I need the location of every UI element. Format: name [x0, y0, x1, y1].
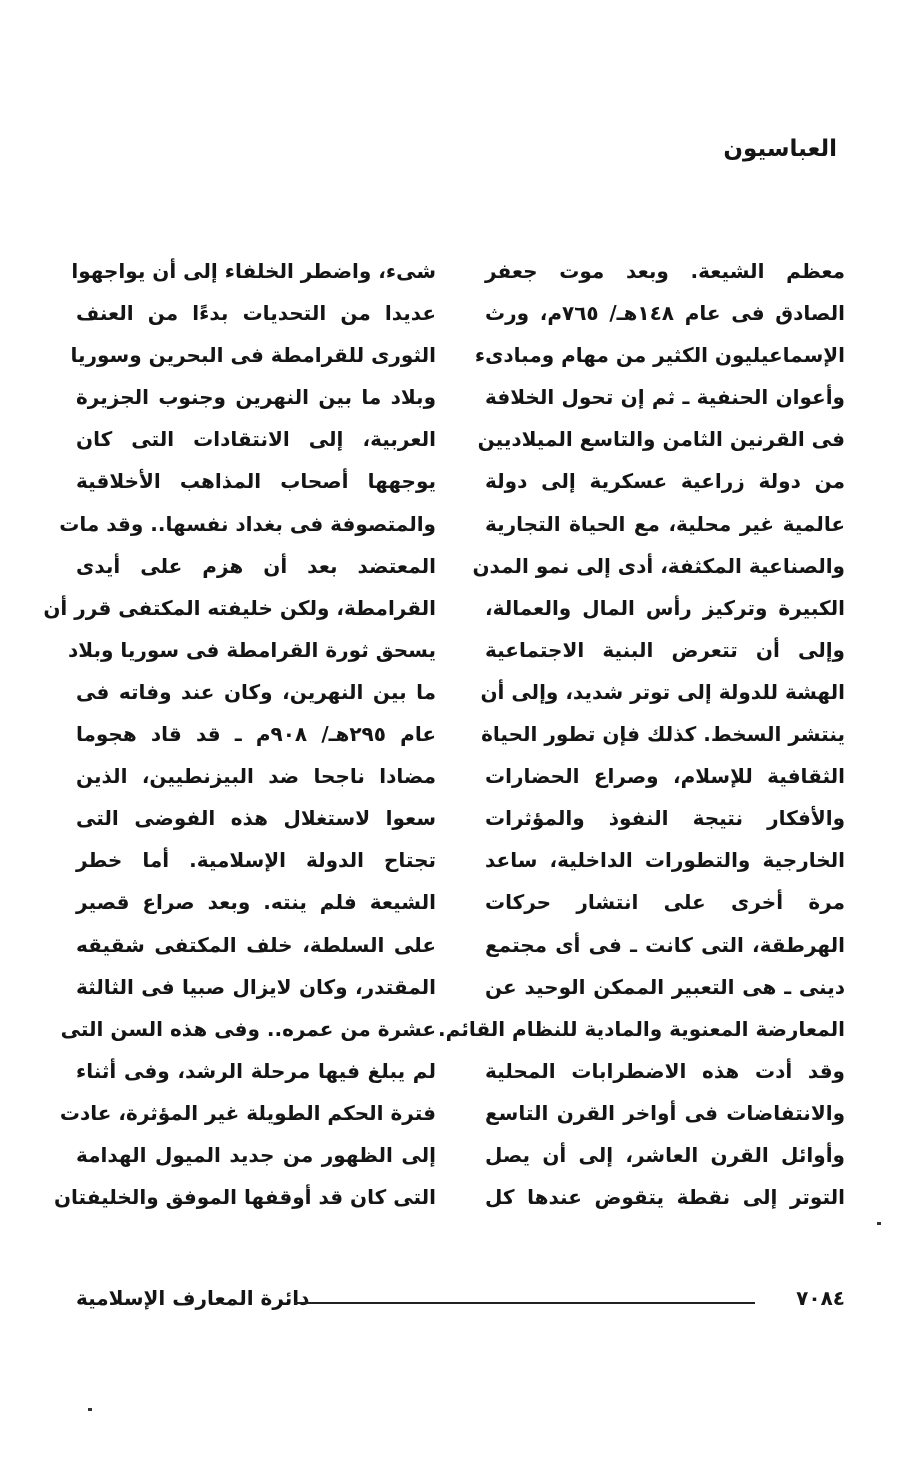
text-line: مضادا ناجحا ضد البيزنطيين، الذين: [76, 764, 436, 789]
text-line: الخارجية والتطورات الداخلية، ساعد: [485, 848, 845, 873]
text-line: لم يبلغ فيها مرحلة الرشد، وفى أثناء: [76, 1058, 436, 1083]
text-line: دينى ـ هى التعبير الممكن الوحيد عن: [485, 974, 845, 999]
text-line: شىء، واضطر الخلفاء إلى أن يواجهوا: [71, 259, 436, 283]
text-line: إلى الظهور من جديد الميول الهدامة: [76, 1142, 436, 1167]
running-header: العباسيون: [723, 136, 837, 162]
text-line: القرامطة، ولكن خليفته المكتفى قرر أن: [43, 595, 436, 620]
text-line: والصناعية المكثفة، أدى إلى نمو المدن: [472, 553, 845, 578]
text-line: والانتفاضات فى أواخر القرن التاسع: [485, 1100, 845, 1125]
margin-speck: [88, 1408, 92, 1411]
text-line: عشرة من عمره.. وفى هذه السن التى: [60, 1016, 436, 1041]
text-column-right: [438, 250, 845, 1218]
text-line: تجتاح الدولة الإسلامية. أما خطر: [76, 848, 436, 873]
page-footer: [76, 1286, 845, 1320]
text-line: العربية، إلى الانتقادات التى كان: [76, 427, 436, 452]
text-line: المعتضد بعد أن هزم على أيدى: [76, 553, 436, 578]
text-line: والأفكار نتيجة النفوذ والمؤثرات: [485, 806, 845, 831]
text-line: الثقافية للإسلام، وصراع الحضارات: [485, 764, 845, 789]
text-line: على السلطة، خلف المكتفى شقيقه: [76, 932, 436, 957]
text-line: التى كان قد أوقفها الموفق والخليفتان: [53, 1185, 436, 1210]
text-line: فترة الحكم الطويلة غير المؤثرة، عادت: [59, 1100, 436, 1125]
text-line: المعارضة المعنوية والمادية للنظام القائم.: [438, 1016, 845, 1041]
text-line: من دولة زراعية عسكرية إلى دولة: [485, 469, 845, 494]
text-line: الإسماعيليون الكثير من مهام ومبادىء: [474, 343, 845, 368]
text-line: والمتصوفة فى بغداد نفسها.. وقد مات: [59, 511, 436, 536]
text-line: التوتر إلى نقطة يتقوض عندها كل: [485, 1185, 845, 1210]
text-line: مرة أخرى على انتشار حركات: [485, 890, 845, 915]
text-line: عالمية غير محلية، مع الحياة التجارية: [485, 511, 845, 536]
journal-title: دائرة المعارف الإسلامية: [76, 1286, 310, 1310]
text-line: الكبيرة وتركيز رأس المال والعمالة،: [485, 595, 845, 620]
text-line: يسحق ثورة القرامطة فى سوريا وبلاد: [68, 637, 436, 662]
text-line: الشيعة فلم ينته. وبعد صراع قصير: [76, 890, 436, 915]
text-line: عديدا من التحديات بدءًا من العنف: [76, 301, 436, 326]
text-line: ينتشر السخط. كذلك فإن تطور الحياة: [481, 722, 845, 747]
text-line: وقد أدت هذه الاضطرابات المحلية: [485, 1058, 845, 1083]
text-line: ما بين النهرين، وكان عند وفاته فى: [76, 679, 436, 704]
text-line: عام ٢٩٥هـ/ ٩٠٨م ـ قد قاد هجوما: [76, 722, 436, 747]
text-column-left: [43, 250, 436, 1218]
text-line: وإلى أن تتعرض البنية الاجتماعية: [485, 637, 845, 662]
text-line: الصادق فى عام ١٤٨هـ/ ٧٦٥م، ورث: [485, 301, 845, 326]
page-number: ٧٠٨٤: [796, 1286, 845, 1310]
text-line: سعوا لاستغلال هذه الفوضى التى: [76, 806, 436, 831]
text-line: معظم الشيعة. وبعد موت جعفر: [485, 259, 845, 283]
text-line: المقتدر، وكان لايزال صبيا فى الثالثة: [76, 974, 436, 999]
text-line: وأعوان الحنفية ـ ثم إن تحول الخلافة: [485, 385, 845, 410]
text-line: الهشة للدولة إلى توتر شديد، وإلى أن: [480, 679, 845, 704]
text-line: وأوائل القرن العاشر، إلى أن يصل: [485, 1142, 845, 1167]
text-line: الهرطقة، التى كانت ـ فى أى مجتمع: [485, 932, 845, 957]
text-line: الثورى للقرامطة فى البحرين وسوريا: [70, 343, 436, 368]
text-line: فى القرنين الثامن والتاسع الميلاديين: [477, 427, 845, 452]
footer-rule: [294, 1302, 755, 1304]
margin-speck: [877, 1222, 881, 1225]
text-line: يوجهها أصحاب المذاهب الأخلاقية: [76, 469, 436, 494]
text-line: وبلاد ما بين النهرين وجنوب الجزيرة: [76, 385, 436, 410]
